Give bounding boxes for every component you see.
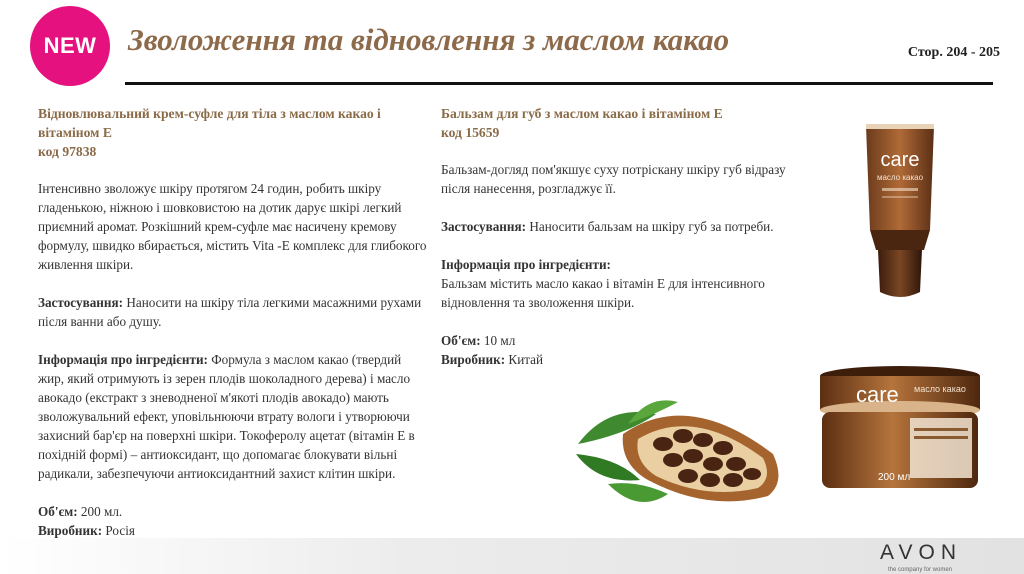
lip-balm-tube-image [860,120,940,302]
jar-brand-label: care [856,382,899,407]
right-product-maker [441,350,791,369]
left-product-usage [38,293,428,331]
ingredients-text: Формула з маслом какао (твердий жир, який отримують із зерен плодів шоколадного дерева) і масло авокадо (екстракт з зневодненої м'якоті плодів авокадо) мають зволожувальний ефект, уповільнюючи втрату вологи і утворюючи захисний бар'єр на поверхні шкіри. Токоферолу ацетат (вітамін Е в похідній формі) – антиоксидант, що допомагає блокувати вільні радикали, забезпечуючи антиоксидантний захист клітин шкіри. [38,352,415,481]
right-product-title: Бальзам для губ з маслом какао і вітаміном Е [441,106,723,121]
right-product-section [441,104,791,369]
right-product-description: Бальзам-догляд пом'якшує суху потріскану шкіру губ відразу після нанесення, розгладжує її. [441,162,786,196]
new-badge: NEW [30,6,110,86]
left-product-volume [38,502,428,521]
jar-product-label: масло какао [914,384,966,394]
usage-text: Наносити бальзам на шкіру губ за потреби. [529,219,774,234]
left-product-ingredients [38,350,428,483]
ingredients-label: Інформація про інгредієнти: [38,352,208,367]
right-product-ingredients-text: Бальзам містить масло какао і вітамін Е для інтенсивного відновлення та зволоження шкіри. [441,276,765,310]
maker-text: Китай [508,352,544,367]
jar-volume-label: 200 мл [878,472,911,483]
right-product-volume [441,331,791,350]
usage-text: Наносити на шкіру тіла легкими масажними рухами після ванни або душу. [38,295,422,329]
left-product-title: Відновлювальний крем-суфле для тіла з маслом какао і вітаміном Е [38,106,381,140]
maker-label: Виробник: [441,352,506,367]
cream-jar-image [814,362,986,498]
tube-product-label: масло какао [876,173,924,182]
usage-label: Застосування: [441,219,527,234]
header-divider [125,82,993,85]
avon-tagline: the company for women [887,567,952,573]
volume-label: Об'єм: [38,504,78,519]
page-reference: Стор. 204 - 205 [907,45,1000,60]
tube-brand-label: care [880,149,920,171]
left-product-section [38,104,428,540]
volume-text: 10 мл [483,333,516,348]
right-product-ingredients-label: Інформація про інгредієнти: [441,257,611,272]
maker-label: Виробник: [38,523,103,538]
volume-text: 200 мл. [80,504,123,519]
page-title: Зволоження та відновлення з маслом какао [128,22,730,57]
volume-label: Об'єм: [441,333,481,348]
maker-text: Росія [105,523,135,538]
cocoa-pod-image [568,384,796,514]
footer-band [0,538,1024,574]
usage-label: Застосування: [38,295,124,310]
left-product-code: код 97838 [38,144,97,159]
right-product-code: код 15659 [441,125,500,140]
avon-logo: AVON [880,541,962,564]
right-product-usage [441,217,791,236]
left-product-description: Інтенсивно зволожує шкіру протягом 24 годин, робить шкіру гладенькою, ніжною і шовковистою на дотик дарує шкірі легкий приємний аромат. Розкішний крем-суфле має насичену кремову формулу, швидко вбирається, містить Vita -E комплекс для глибокого живлення шкіри. [38,181,427,272]
